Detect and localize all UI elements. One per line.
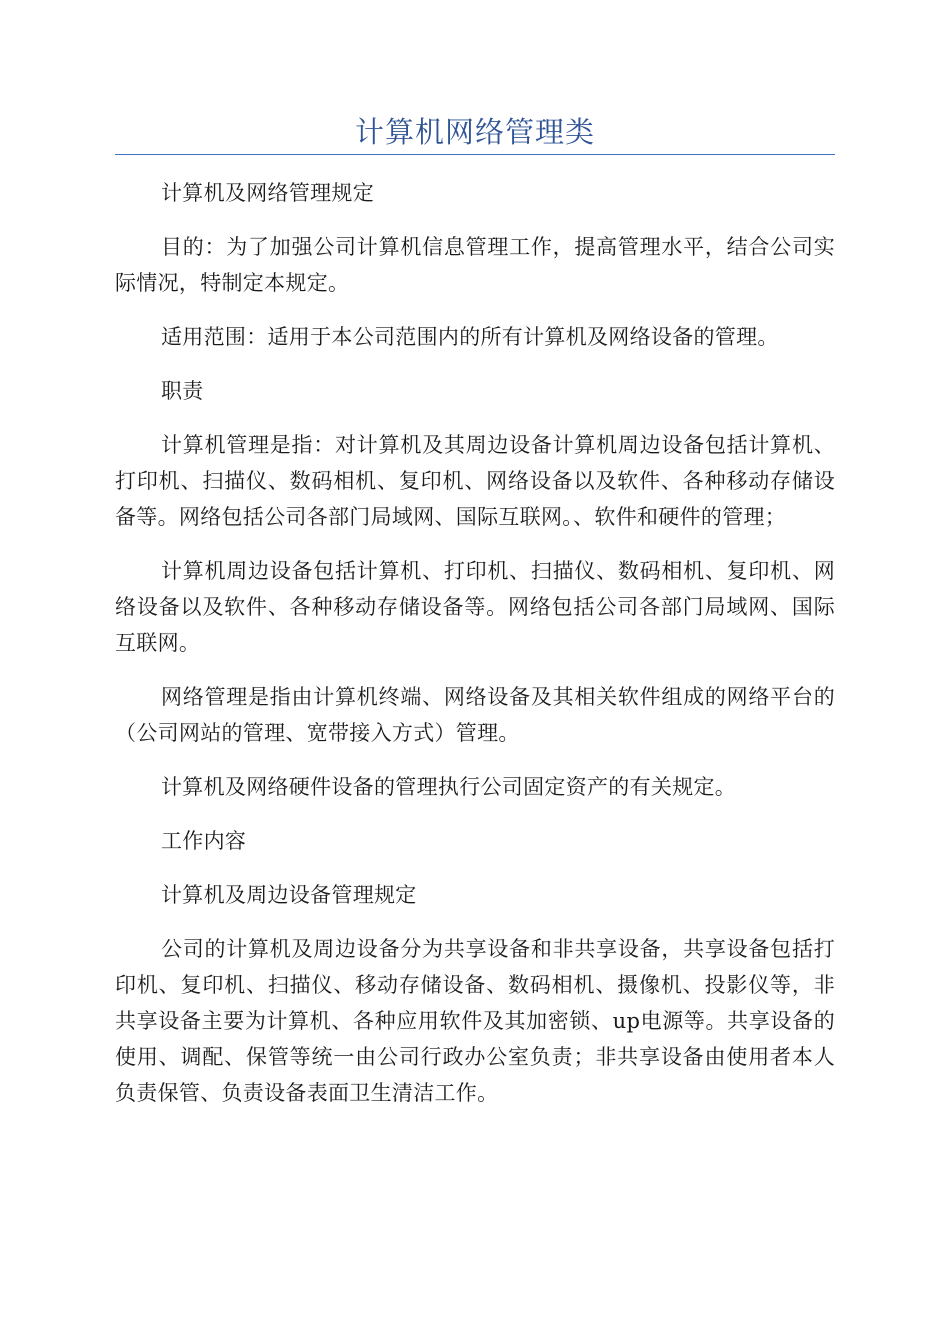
heading-peripheral-rules: 计算机及周边设备管理规定 — [161, 883, 417, 907]
heading-responsibilities: 职责 — [161, 379, 204, 403]
heading-work-content: 工作内容 — [161, 829, 247, 853]
paragraph-purpose: 目的：为了加强公司计算机信息管理工作，提高管理水平，结合公司实际情况，特制定本规定。 — [115, 235, 835, 295]
paragraph-computer-management: 计算机管理是指：对计算机及其周边设备计算机周边设备包括计算机、打印机、扫描仪、数码相机、复印机、网络设备以及软件、各种移动存储设备等。网络包括公司各部门局域网、国际互联网。、软件和硬件的管理； — [115, 433, 835, 529]
paragraph-network-management: 网络管理是指由计算机终端、网络设备及其相关软件组成的网络平台的（公司网站的管理、宽带接入方式）管理。 — [115, 685, 835, 745]
document-title: 计算机网络管理类 — [354, 115, 595, 149]
paragraph-shared-devices: 公司的计算机及周边设备分为共享设备和非共享设备，共享设备包括打印机、复印机、扫描仪、移动存储设备、数码相机、摄像机、投影仪等，非共享设备主要为计算机、各种应用软件及其加密锁、up电源等。共享设备的使用、调配、保管等统一由公司行政办公室负责；非共享设备由使用者本人负责保管、负责设备表面卫生清洁工作。 — [115, 937, 835, 1105]
title-underline-rule — [115, 154, 835, 155]
document-body — [115, 175, 835, 1129]
paragraph-hardware-assets: 计算机及网络硬件设备的管理执行公司固定资产的有关规定。 — [161, 775, 737, 799]
heading-regulations: 计算机及网络管理规定 — [161, 181, 374, 205]
paragraph-peripherals: 计算机周边设备包括计算机、打印机、扫描仪、数码相机、复印机、网络设备以及软件、各种移动存储设备等。网络包括公司各部门局域网、国际互联网。 — [115, 559, 835, 655]
paragraph-scope: 适用范围：适用于本公司范围内的所有计算机及网络设备的管理。 — [161, 325, 779, 349]
